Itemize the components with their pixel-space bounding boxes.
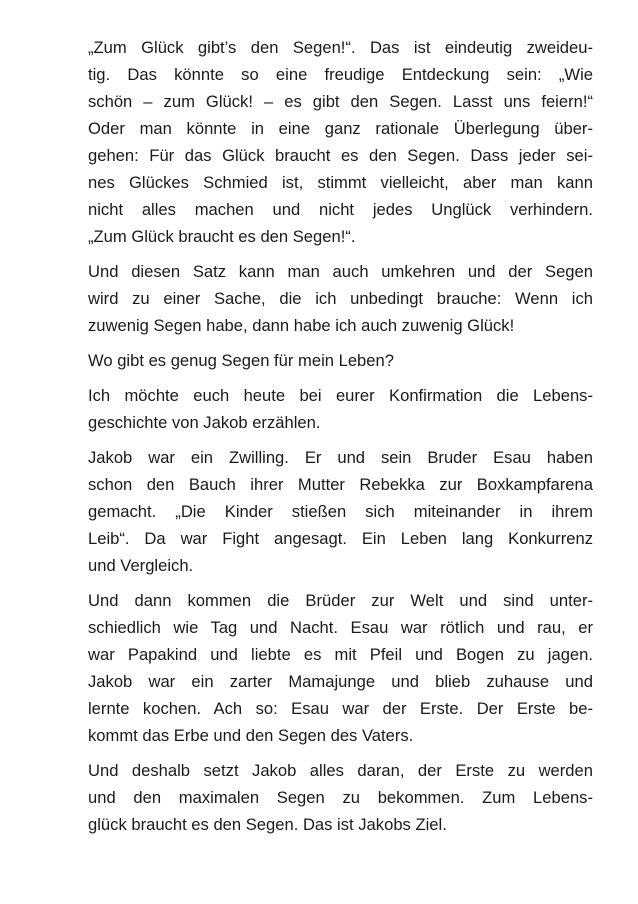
paragraph-1 <box>88 34 593 250</box>
text-line: Und deshalb setzt Jakob alles daran, der Erste zu werden <box>88 761 593 780</box>
text-line: Jakob war ein Zwilling. Er und sein Bruder Esau haben <box>88 448 593 467</box>
paragraph-2 <box>88 258 593 339</box>
text-line: gemacht. „Die Kinder stießen sich miteinander in ihrem <box>88 502 593 521</box>
paragraph-6 <box>88 587 593 749</box>
text-line: nes Glückes Schmied ist, stimmt vielleicht, aber man kann <box>88 173 593 192</box>
paragraph-5 <box>88 444 593 579</box>
text-line: schön – zum Glück! – es gibt den Segen. Lasst uns feiern!“ <box>88 92 593 111</box>
paragraph-7 <box>88 757 593 838</box>
text-line: gehen: Für das Glück braucht es den Segen. Dass jeder sei- <box>88 146 593 165</box>
text-line: „Zum Glück gibt’s den Segen!“. Das ist eindeutig zweideu- <box>88 38 593 57</box>
text-line: und den maximalen Segen zu bekommen. Zum Lebens- <box>88 788 593 807</box>
paragraph-3 <box>88 347 593 374</box>
text-line: Jakob war ein zarter Mamajunge und blieb zuhause und <box>88 672 593 691</box>
text-line: tig. Das könnte so eine freudige Entdeckung sein: „Wie <box>88 65 593 84</box>
text-line: wird zu einer Sache, die ich unbedingt brauche: Wenn ich <box>88 289 593 308</box>
text-line: geschichte von Jakob erzählen. <box>88 413 321 432</box>
text-line: nicht alles machen und nicht jedes Unglück verhindern. <box>88 200 593 219</box>
text-line: Leib“. Da war Fight angesagt. Ein Leben lang Konkurrenz <box>88 529 593 548</box>
paragraph-4 <box>88 382 593 436</box>
text-line: „Zum Glück braucht es den Segen!“. <box>88 227 356 246</box>
text-line: Wo gibt es genug Segen für mein Leben? <box>88 351 394 370</box>
text-line: Und diesen Satz kann man auch umkehren und der Segen <box>88 262 593 281</box>
text-line: war Papakind und liebte es mit Pfeil und Bogen zu jagen. <box>88 645 593 664</box>
text-line: schon den Bauch ihrer Mutter Rebekka zur Boxkampfarena <box>88 475 593 494</box>
text-line: lernte kochen. Ach so: Esau war der Erste. Der Erste be- <box>88 699 593 718</box>
text-line: kommt das Erbe und den Segen des Vaters. <box>88 726 414 745</box>
text-line: Ich möchte euch heute bei eurer Konfirmation die Lebens- <box>88 386 593 405</box>
text-line: Oder man könnte in eine ganz rationale Überlegung über- <box>88 119 593 138</box>
text-line: Und dann kommen die Brüder zur Welt und sind unter- <box>88 591 593 610</box>
text-line: zuwenig Segen habe, dann habe ich auch zuwenig Glück! <box>88 316 515 335</box>
text-line: schiedlich wie Tag und Nacht. Esau war rötlich und rau, er <box>88 618 593 637</box>
text-line: und Vergleich. <box>88 556 194 575</box>
text-line: glück braucht es den Segen. Das ist Jakobs Ziel. <box>88 815 447 834</box>
document-page <box>88 34 593 846</box>
